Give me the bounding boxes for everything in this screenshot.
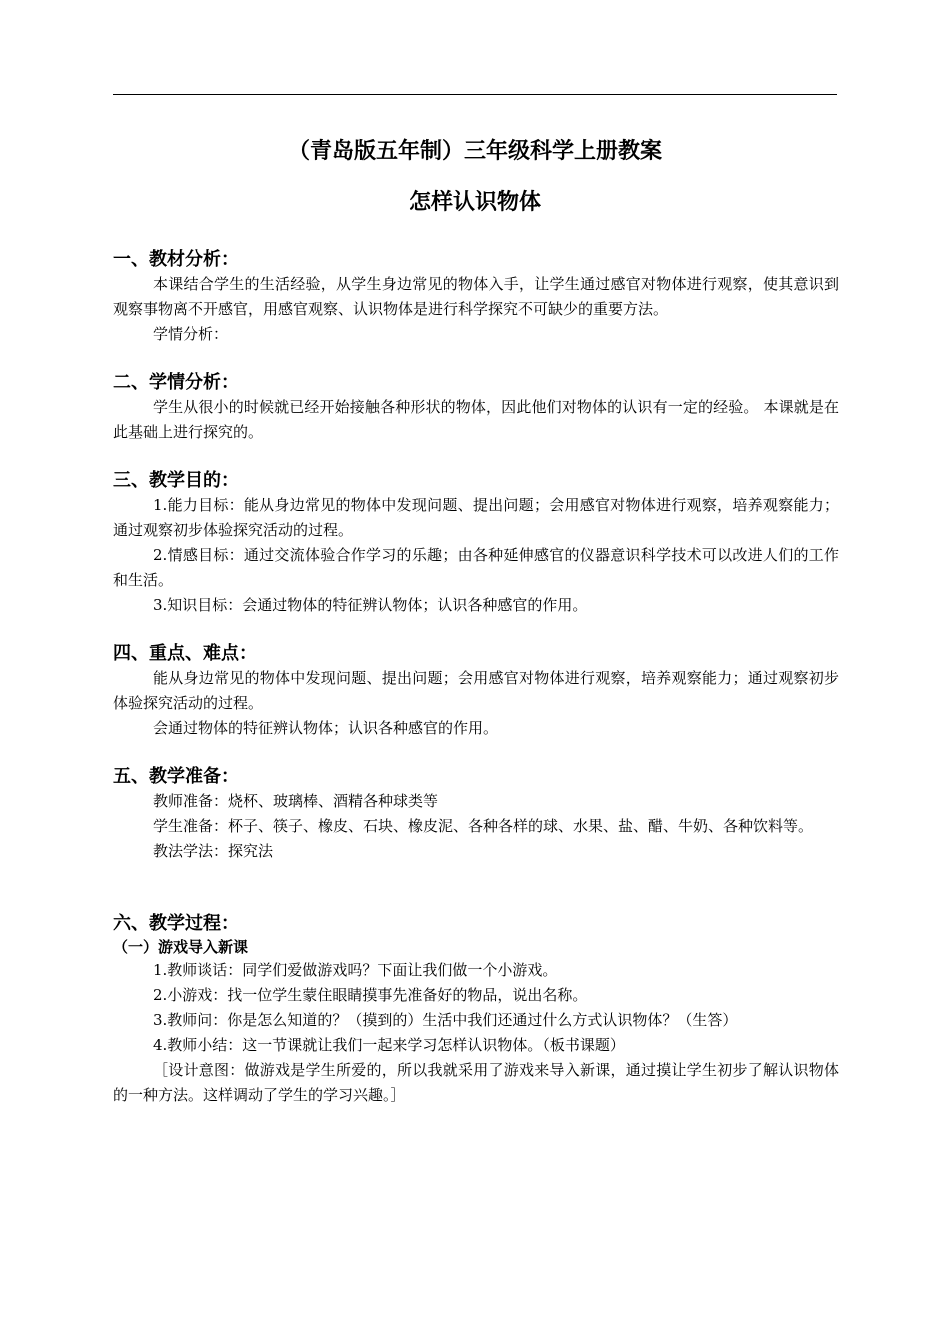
subsection-heading: （一）游戏导入新课 [113, 938, 249, 956]
section-heading: 六、教学过程： [113, 913, 239, 934]
paragraph: 本课结合学生的生活经验，从学生身边常见的物体入手，让学生通过感官对物体进行观察，使其意识到观察事物离不开感官，用感官观察、认识物体是进行科学探究不可缺少的重要方法。 [113, 275, 839, 318]
paragraph: 会通过物体的特征辨认物体；认识各种感官的作用。 [153, 719, 499, 737]
paragraph: 4.教师小结：这一节课就让我们一起来学习怎样认识物体。（板书课题） [153, 1036, 625, 1054]
document-title: （青岛版五年制）三年级科学上册教案 [287, 139, 662, 164]
paragraph: 能从身边常见的物体中发现问题、提出问题；会用感官对物体进行观察，培养观察能力；通过观察初步体验探究活动的过程。 [113, 669, 839, 712]
section-heading: 一、教材分析： [113, 249, 239, 270]
section-heading: 五、教学准备： [113, 766, 239, 787]
paragraph: 学情分析： [153, 325, 229, 343]
section-heading: 四、重点、难点： [113, 643, 257, 664]
section-heading: 三、教学目的： [113, 470, 239, 491]
header-rule [113, 94, 837, 95]
paragraph: 1.教师谈话：同学们爱做游戏吗？下面让我们做一个小游戏。 [153, 961, 558, 979]
paragraph: 学生从很小的时候就已经开始接触各种形状的物体，因此他们对物体的认识有一定的经验。 本课就是在此基础上进行探究的。 [113, 398, 839, 441]
paragraph: 1.能力目标：能从身边常见的物体中发现问题、提出问题；会用感官对物体进行观察，培养观察能力；通过观察初步体验探究活动的过程。 [113, 496, 839, 539]
paragraph: 教师准备：烧杯、玻璃棒、酒精各种球类等 [153, 792, 439, 810]
section-preparation [113, 765, 839, 864]
lesson-title: 怎样认识物体 [408, 190, 541, 215]
paragraph: 学生准备：杯子、筷子、橡皮、石块、橡皮泥、各种各样的球、水果、盐、醋、牛奶、各种饮料等。 [153, 817, 814, 835]
paragraph: 2.小游戏：找一位学生蒙住眼睛摸事先准备好的物品，说出名称。 [153, 986, 588, 1004]
paragraph: 3.知识目标：会通过物体的特征辨认物体；认识各种感官的作用。 [153, 596, 588, 614]
paragraph: ［设计意图：做游戏是学生所爱的，所以我就采用了游戏来导入新课，通过摸让学生初步了解认识物体的一种方法。这样调动了学生的学习兴趣。］ [113, 1061, 839, 1104]
paragraph: 教法学法：探究法 [153, 842, 274, 860]
section-teaching-objectives [113, 469, 839, 618]
section-key-points [113, 642, 839, 741]
document-body [113, 248, 839, 1108]
paragraph: 2.情感目标：通过交流体验合作学习的乐趣；由各种延伸感官的仪器意识科学技术可以改进人们的工作和生活。 [113, 546, 839, 589]
section-teaching-process [113, 912, 839, 1108]
paragraph: 3.教师问：你是怎么知道的？（摸到的）生活中我们还通过什么方式认识物体？（生答） [153, 1011, 738, 1029]
section-student-analysis [113, 371, 839, 445]
section-textbook-analysis [113, 248, 839, 347]
section-heading: 二、学情分析： [113, 372, 239, 393]
